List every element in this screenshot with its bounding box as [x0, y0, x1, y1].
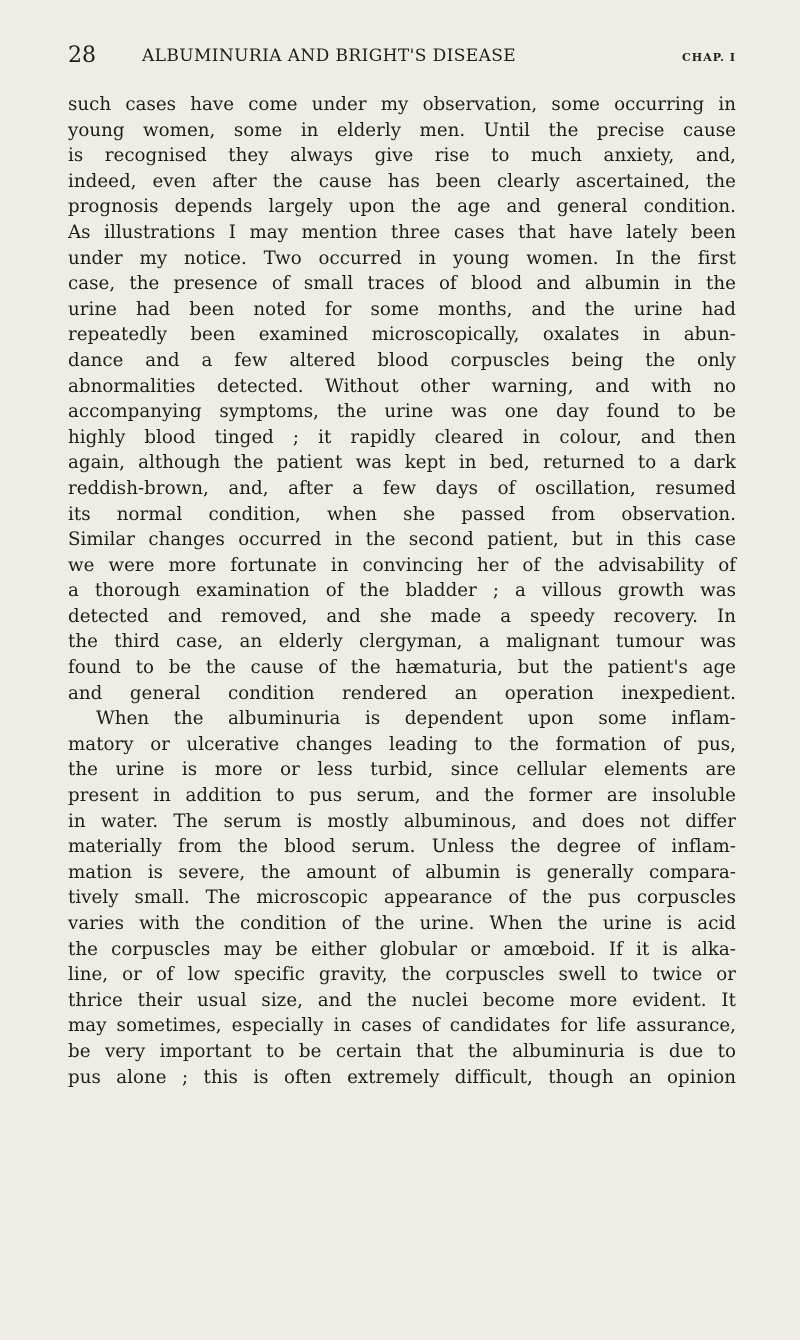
text-line: mation is severe, the amount of albumin is generally compara- — [68, 861, 736, 883]
text-line: materially from the blood serum. Unless the degree of inflam- — [68, 836, 736, 858]
text-line: prognosis depends largely upon the age and general condition. — [68, 196, 736, 218]
body-text — [68, 92, 736, 1090]
page-number: 28 — [68, 43, 96, 68]
text-line: case, the presence of small traces of blood and albumin in the — [68, 273, 736, 295]
text-line: matory or ulcerative changes leading to the formation of pus, — [68, 733, 736, 755]
text-line: young women, some in elderly men. Until the precise cause — [68, 119, 736, 141]
text-line: detected and removed, and she made a speedy recovery. In — [68, 605, 736, 627]
text-line: pus alone ; this is often extremely difficult, though an opinion — [68, 1066, 736, 1088]
text-line: again, although the patient was kept in bed, returned to a dark — [68, 452, 736, 474]
text-line: reddish-brown, and, after a few days of oscillation, resumed — [68, 477, 736, 499]
text-line: the third case, an elderly clergyman, a malignant tumour was — [68, 631, 736, 653]
running-title: ALBUMINURIA AND BRIGHT'S DISEASE — [142, 46, 517, 66]
text-line: is recognised they always give rise to much anxiety, and, — [68, 145, 736, 167]
text-line: urine had been noted for some months, and the urine had — [68, 298, 736, 320]
text-line: highly blood tinged ; it rapidly cleared in colour, and then — [68, 426, 736, 448]
page-header — [68, 41, 736, 71]
text-line: dance and a few altered blood corpuscles being the only — [68, 349, 736, 371]
text-line: tively small. The microscopic appearance of the pus corpuscles — [68, 887, 736, 909]
text-line: Similar changes occurred in the second patient, but in this case — [68, 529, 736, 551]
text-line: repeatedly been examined microscopically, oxalates in abun- — [68, 324, 736, 346]
text-line: thrice their usual size, and the nuclei become more evident. It — [68, 989, 736, 1011]
text-line: be very important to be certain that the albuminuria is due to — [68, 1040, 736, 1062]
text-line: such cases have come under my observation, some occurring in — [68, 94, 736, 115]
chapter-label: CHAP. I — [682, 51, 736, 64]
text-line: and general condition rendered an operation inexpedient. — [68, 682, 736, 704]
text-line: a thorough examination of the bladder ; a villous growth was — [68, 580, 736, 602]
text-line: under my notice. Two occurred in young women. In the first — [68, 247, 736, 269]
text-line: found to be the cause of the hæmaturia, but the patient's age — [68, 657, 736, 679]
text-line: As illustrations I may mention three cases that have lately been — [68, 221, 736, 243]
text-line: varies with the condition of the urine. When the urine is acid — [68, 913, 736, 934]
text-line: its normal condition, when she passed from observation. — [68, 503, 736, 525]
text-line: When the albuminuria is dependent upon some inflam- — [96, 708, 736, 730]
text-line: the corpuscles may be either globular or amœboid. If it is alka- — [68, 938, 736, 960]
text-line: may sometimes, especially in cases of candidates for life assurance, — [68, 1015, 736, 1037]
text-line: we were more fortunate in convincing her of the advisability of — [68, 554, 736, 576]
text-line: abnormalities detected. Without other warning, and with no — [68, 375, 736, 397]
text-line: accompanying symptoms, the urine was one day found to be — [68, 401, 736, 423]
text-line: present in addition to pus serum, and the former are insoluble — [68, 785, 736, 807]
text-line: in water. The serum is mostly albuminous, and does not differ — [68, 810, 736, 832]
text-line: indeed, even after the cause has been clearly ascertained, the — [68, 170, 736, 192]
text-line: line, or of low specific gravity, the corpuscles swell to twice or — [68, 964, 736, 986]
text-line: the urine is more or less turbid, since cellular elements are — [68, 759, 736, 781]
